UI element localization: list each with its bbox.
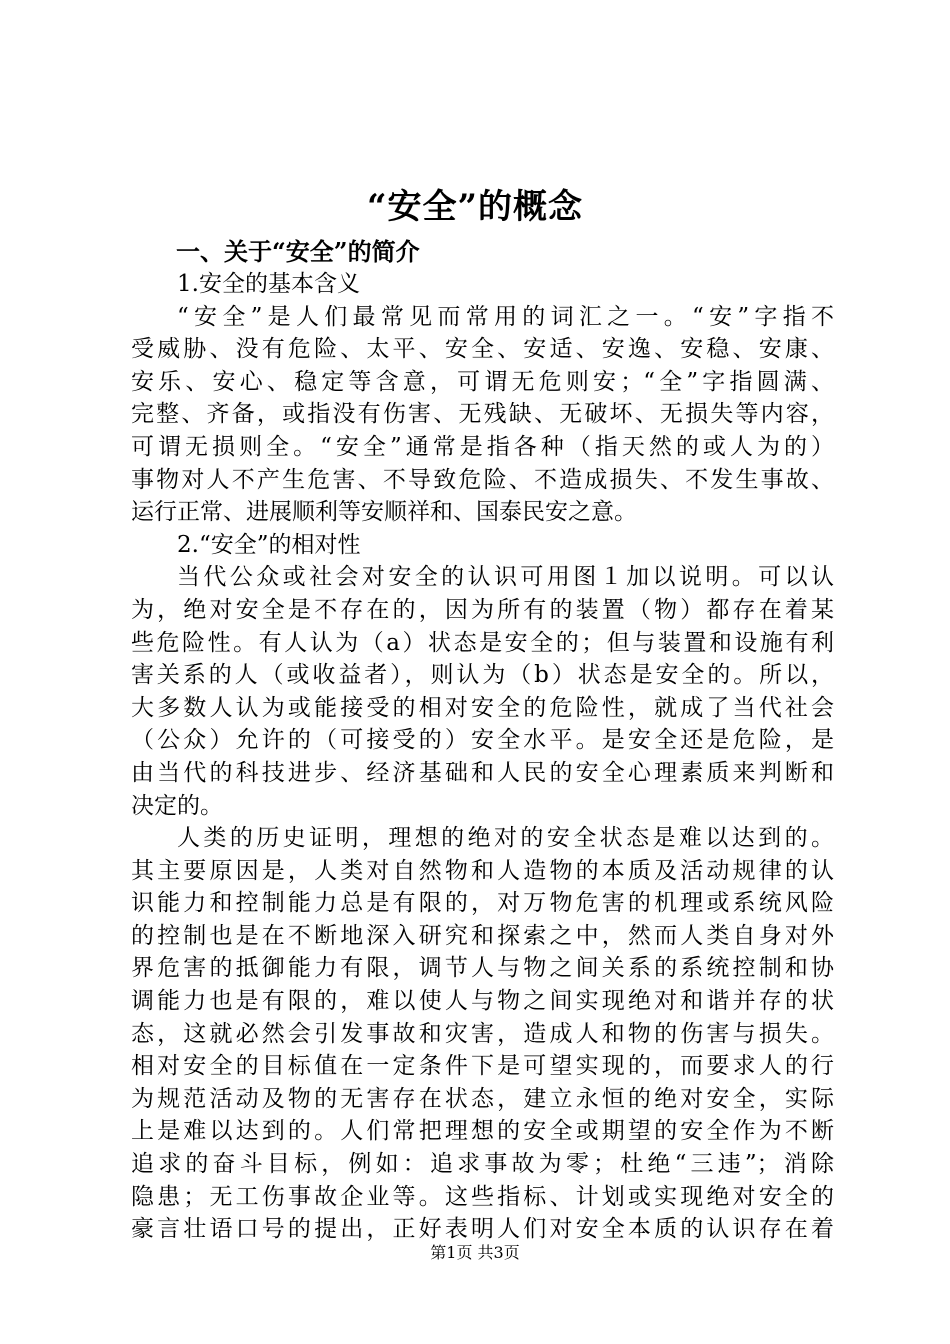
text-line: 受威胁、没有危险、太平、安全、安适、安逸、安稳、安康、	[131, 336, 834, 363]
text-line: 安乐、安心、稳定等含意，可谓无危则安；“全”字指圆满、	[131, 368, 834, 395]
text-line: 调能力也是有限的，难以使人与物之间实现绝对和谐并存的状	[131, 988, 834, 1015]
text-line: 为，绝对安全是不存在的，因为所有的装置（物）都存在着某	[131, 596, 834, 623]
text-line: 些危险性。有人认为（a）状态是安全的；但与装置和设施有利	[131, 629, 834, 656]
section-heading: 一、关于“安全”的简介	[176, 237, 420, 266]
text-line: （公众）允许的（可接受的）安全水平。是安全还是危险，是	[131, 727, 834, 754]
text-line: 界危害的抵御能力有限，调节人与物之间关系的系统控制和协	[131, 955, 834, 982]
text-line: 隐患；无工伤事故企业等。这些指标、计划或实现绝对安全的	[131, 1183, 834, 1210]
text-line: 可谓无损则全。“安全”通常是指各种（指天然的或人为的）	[131, 433, 834, 460]
page-footer: 第1页 共3页	[430, 1243, 520, 1262]
text-line: 完整、齐备，或指没有伤害、无残缺、无破坏、无损失等内容，	[131, 401, 834, 428]
text-line: 事物对人不产生危害、不导致危险、不造成损失、不发生事故、	[131, 466, 834, 493]
text-line: 运行正常、进展顺利等安顺祥和、国泰民安之意。	[131, 499, 637, 526]
text-line: 识能力和控制能力总是有限的，对万物危害的机理或系统风险	[131, 890, 834, 917]
text-line: 1.安全的基本含义	[177, 271, 360, 297]
text-line: 豪言壮语口号的提出，正好表明人们对安全本质的认识存在着	[131, 1216, 834, 1243]
text-line: 上是难以达到的。人们常把理想的安全或期望的安全作为不断	[131, 1118, 834, 1145]
text-line: 决定的。	[131, 792, 223, 819]
body-text	[131, 268, 834, 1246]
text-line: 态，这就必然会引发事故和灾害，造成人和物的伤害与损失。	[131, 1020, 834, 1047]
text-line: 由当代的科技进步、经济基础和人民的安全心理素质来判断和	[131, 759, 834, 786]
text-line: 其主要原因是，人类对自然物和人造物的本质及活动规律的认	[131, 857, 834, 884]
text-line: 2.“安全”的相对性	[177, 531, 361, 558]
text-line: 大多数人认为或能接受的相对安全的危险性，就成了当代社会	[131, 694, 834, 721]
text-line: 害关系的人（或收益者），则认为（b）状态是安全的。所以，	[131, 662, 834, 689]
text-line: 的控制也是在不断地深入研究和探索之中，然而人类自身对外	[131, 922, 834, 949]
text-line: 追求的奋斗目标，例如：追求事故为零；杜绝“三违”；消除	[131, 1151, 834, 1178]
document-title: “安全”的概念	[366, 187, 584, 227]
text-line: “安全”是人们最常见而常用的词汇之一。“安”字指不	[177, 303, 834, 330]
text-line: 当代公众或社会对安全的认识可用图１加以说明。可以认	[177, 564, 834, 591]
text-line: 为规范活动及物的无害存在状态，建立永恒的绝对安全，实际	[131, 1085, 834, 1112]
text-line: 人类的历史证明，理想的绝对的安全状态是难以达到的。	[177, 825, 834, 852]
text-line: 相对安全的目标值在一定条件下是可望实现的，而要求人的行	[131, 1053, 834, 1080]
